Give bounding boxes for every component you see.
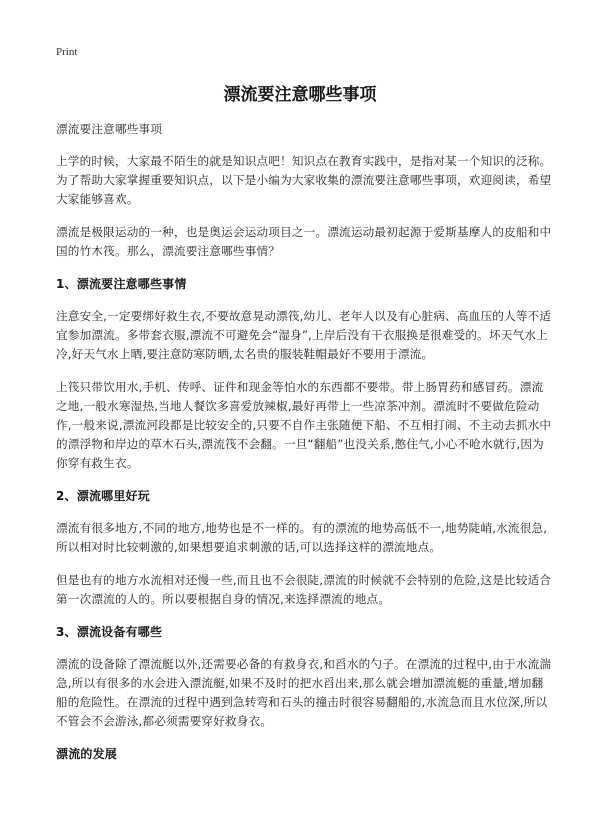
section-heading: 3、漂流设备有哪些 [56, 625, 163, 639]
section-heading: 2、漂流哪里好玩 [56, 489, 150, 503]
section-paragraph: 注意安全,一定要绑好救生衣,不要故意晃动漂筏,幼儿、老年人以及有心脏病、高血压的人等不适宜参加漂流。多带套衣服,漂流不可避免会“湿身”,上岸后没有干衣服换是很难受的。坏天气水上冷,好天气水上晒,要注意防寒防晒,太名贵的服装鞋帽最好不要用于漂流。 [56, 309, 552, 361]
section-paragraph: 漂流的设备除了漂流艇以外,还需要必备的有救身衣,和舀水的勺子。在漂流的过程中,由于水流湍急,所以有很多的水会进入漂流艇,如果不及时的把水舀出来,那么就会增加漂流艇的重量,增加翻船的危险性。在漂流的过程中遇到急转弯和石头的撞击时很容易翻船的,水流急而且水位深,所以不管会不会游泳,都必须需要穿好救身衣。 [56, 657, 552, 728]
section-paragraph: 漂流有很多地方,不同的地方,地势也是不一样的。有的漂流的地势高低不一,地势陡峭,水流很急,所以相对时比较刺激的,如果想要追求刺激的话,可以选择这样的漂流地点。 [56, 521, 548, 554]
section-heading: 1、漂流要注意哪些事情 [56, 277, 187, 291]
article-subtitle: 漂流要注意哪些事项 [56, 122, 163, 136]
section-paragraph: 但是也有的地方水流相对还慢一些,而且也不会很陡,漂流的时候就不会特别的危险,这是比较适合第一次漂流的人的。所以要根据自身的情况,来选择漂流的地点。 [56, 573, 552, 606]
section-paragraph: 上筏只带饮用水,手机、传呼、证件和现金等怕水的东西都不要带。带上肠胃药和感冒药。漂流之地,一般水寒湿热,当地人餐饮多喜爱放辣椒,最好再带上一些凉茶冲剂。漂流时不要做危险动作,一般来说,漂流河段都是比较安全的,只要不自作主张随便下船、不互相打闹、不主动去抓水中的漂浮物和岸边的草木石头,漂流筏不会翻。一旦“翻船”也没关系,憋住气,小心不呛水就行,因为你穿有救生衣。 [56, 380, 552, 470]
section-heading: 漂流的发展 [56, 747, 118, 761]
print-link[interactable]: Print [56, 46, 78, 58]
article-body [56, 120, 552, 777]
intro-paragraph: 上学的时候，大家最不陌生的就是知识点吧！知识点在教育实践中，是指对某一个知识的泛称。为了帮助大家掌握重要知识点，以下是小编为大家收集的漂流要注意哪些事项，欢迎阅读，希望大家能够喜欢。 [56, 154, 552, 206]
intro-paragraph: 漂流是极限运动的一种，也是奥运会运动项目之一。漂流运动最初起源于爱斯基摩人的皮船和中国的竹木筏。那么，漂流要注意哪些事情？ [56, 225, 552, 258]
page-title: 漂流要注意哪些事项 [223, 85, 377, 105]
